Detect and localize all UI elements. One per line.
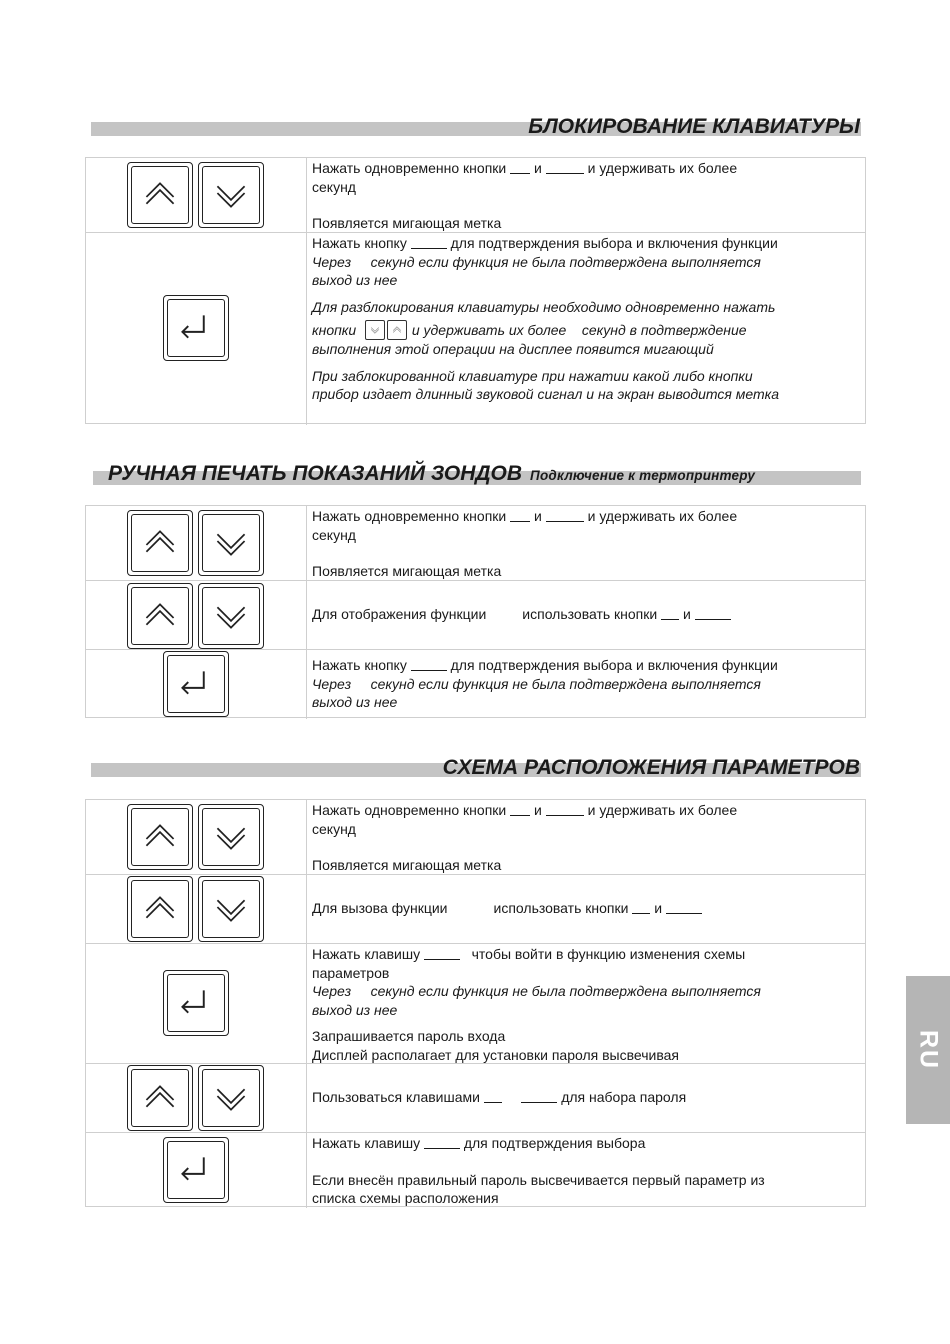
instruction-line: Если внесён правильный пароль высвечивается первый параметр из [312,1171,765,1188]
note-text: секунд если функция не была подтверждена выполняется [370,253,761,270]
note-text: выход из нее [312,694,398,710]
mini-up-key [387,320,407,340]
down-key[interactable] [198,804,264,870]
table-keyboard-lock [85,157,866,424]
instruction-line: Появляется мигающая метка [312,215,502,231]
instruction-line-end: для подтверждения выбора и включения функции [450,657,778,673]
chevron-double-down-icon [199,877,263,941]
conjunction: и [534,508,542,524]
table-parameter-map [85,799,866,1207]
instruction-line: списка схемы расположения [312,1190,499,1206]
instruction-line: Для вызова функции [312,900,448,916]
instruction-line-end: для подтверждения выбора [463,1135,646,1151]
enter-return-icon [164,296,228,360]
table-manual-print [85,505,866,718]
instruction-text [312,159,855,233]
up-key[interactable] [127,583,193,649]
enter-key[interactable] [163,970,229,1036]
section-title-text: БЛОКИРОВАНИЕ КЛАВИАТУРЫ [528,115,860,138]
note-text: секунд если функция не была подтверждена выполняется [370,675,761,692]
chevron-double-down-icon [199,1066,263,1130]
down-key[interactable] [198,583,264,649]
up-key[interactable] [127,162,193,228]
instruction-line: Нажать одновременно кнопки [312,508,507,524]
note-text: выход из нее [312,1001,398,1018]
conjunction: и [534,802,542,818]
instruction-line-end: и удерживать их более [587,802,738,818]
keys-cell [86,1133,307,1208]
enter-return-icon [164,971,228,1035]
instruction-text [312,656,855,712]
instruction-line-mid: использовать кнопки [493,900,629,916]
table-row [86,650,865,719]
instruction-line: секунд [312,820,356,837]
chevron-double-up-icon [128,805,192,869]
keys-cell [86,800,307,874]
down-key[interactable] [198,510,264,576]
instruction-line: секунд [312,178,356,195]
note-text: секунд в подтверждение [581,322,747,338]
chevron-double-down-icon [199,805,263,869]
up-key[interactable] [127,804,193,870]
chevron-double-up-icon [388,321,406,339]
section-subtitle: Подключение к термопринтеру [530,468,756,483]
instruction-text [312,507,855,581]
note-text: кнопки [312,322,357,338]
instruction-line-end: для подтверждения выбора и включения функции [450,235,778,251]
conjunction: и [534,160,542,176]
enter-return-icon [164,652,228,716]
chevron-double-down-icon [199,511,263,575]
up-key[interactable] [127,876,193,942]
instruction-text [312,1134,855,1208]
instruction-line: Для отображения функции [312,606,487,622]
note-text: и удерживать их более [411,322,567,338]
keys-cell [86,1064,307,1132]
section-title-text: РУЧНАЯ ПЕЧАТЬ ПОКАЗАНИЙ ЗОНДОВ [108,462,523,485]
instruction-text [312,801,855,875]
mini-down-key [365,320,385,340]
up-key[interactable] [127,510,193,576]
table-row [86,1133,865,1208]
instruction-text [312,605,855,624]
section-title-keyboard-lock [528,116,860,137]
chevron-double-up-icon [128,511,192,575]
keys-cell [86,158,307,232]
section-title-manual-print [108,463,755,484]
keys-cell [86,650,307,719]
note-text: выход из нее [312,272,398,288]
note-text: Через [312,253,352,270]
chevron-double-up-icon [128,584,192,648]
instruction-line-end: и удерживать их более [587,160,738,176]
conjunction: и [683,606,691,622]
chevron-double-up-icon [128,163,192,227]
note-text: Для разблокирования клавиатуры необходимо одновременно нажать [312,298,776,315]
enter-return-icon [164,1138,228,1202]
note-text: выполнения этой операции на дисплее появится мигающий [312,341,714,357]
instruction-line: Появляется мигающая метка [312,857,502,873]
instruction-text [312,899,855,918]
enter-key[interactable] [163,295,229,361]
down-key[interactable] [198,162,264,228]
table-row [86,581,865,650]
note-text: секунд если функция не была подтверждена выполняется [370,983,761,999]
note-text: прибор издает длинный звуковой сигнал и на экран выводится метка [312,386,780,402]
chevron-double-up-icon [128,877,192,941]
table-row [86,944,865,1064]
chevron-double-down-icon [199,584,263,648]
instruction-line: Нажать кнопку [312,235,407,251]
instruction-line-end: для набора пароля [561,1089,687,1105]
chevron-double-down-icon [199,163,263,227]
instruction-line: Пользоваться клавишами [312,1089,480,1105]
keys-cell [86,944,307,1063]
instruction-line-end: и удерживать их более [587,508,738,524]
up-key[interactable] [127,1065,193,1131]
note-text: Через [312,983,352,999]
enter-key[interactable] [163,651,229,717]
conjunction: и [654,900,663,916]
table-row [86,800,865,875]
instruction-line: параметров [312,964,390,981]
table-row [86,1064,865,1133]
keys-cell [86,581,307,649]
down-key[interactable] [198,1065,264,1131]
instruction-text [312,1088,855,1107]
chevron-double-down-icon [366,321,384,339]
instruction-line-mid: использовать кнопки [522,606,658,622]
instruction-line: Запрашивается пароль входа [312,1028,506,1044]
keys-cell [86,875,307,943]
table-row [86,875,865,944]
instruction-line: Нажать клавишу [312,946,421,962]
instruction-text [312,234,855,404]
down-key[interactable] [198,876,264,942]
table-row [86,158,865,233]
language-tab-label: RU [914,1029,943,1071]
language-tab [906,976,950,1124]
instruction-line-end: чтобы войти в функцию изменения схемы [471,946,746,962]
instruction-text [312,945,855,1064]
table-row [86,233,865,425]
keys-cell [86,233,307,425]
instruction-line: Появляется мигающая метка [312,563,502,579]
enter-key[interactable] [163,1137,229,1203]
note-text: При заблокированной клавиатуре при нажатии какой либо кнопки [312,367,753,384]
note-text: Через [312,675,352,692]
table-row [86,506,865,581]
instruction-line: секунд [312,526,356,543]
instruction-line: Нажать одновременно кнопки [312,802,507,818]
instruction-line: Нажать кнопку [312,657,407,673]
instruction-line: Нажать одновременно кнопки [312,160,507,176]
section-title-text: СХЕМА РАСПОЛОЖЕНИЯ ПАРАМЕТРОВ [442,756,860,779]
instruction-line: Нажать клавишу [312,1135,421,1151]
chevron-double-up-icon [128,1066,192,1130]
keys-cell [86,506,307,580]
instruction-line: Дисплей располагает для установки пароля высвечивая [312,1046,679,1063]
section-title-parameter-map [443,757,860,778]
